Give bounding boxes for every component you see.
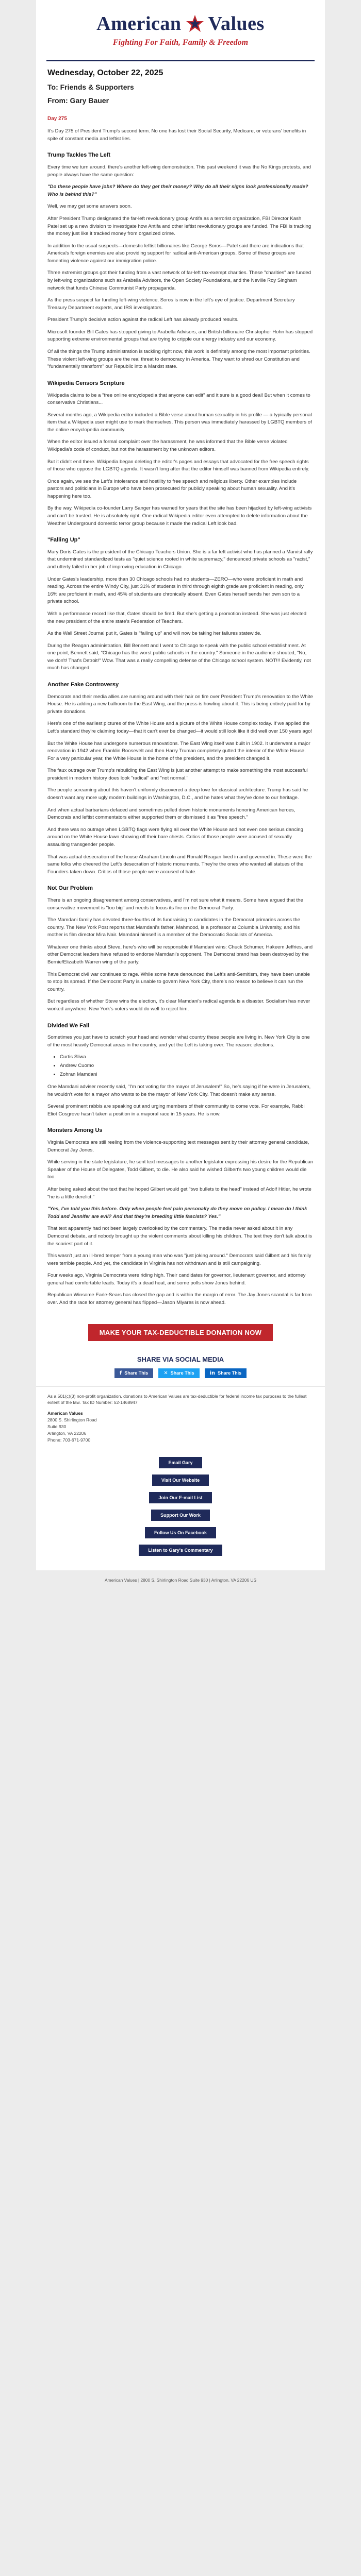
paragraph: The people screaming about this haven't uniformly discovered a deep love for classical architecture. Trump has said he doesn't want any more ugly modern buildings in Washington, D.C., and he hates what they've done to our heritage. xyxy=(47,787,308,801)
paragraph: And there was no outrage when LGBTQ flags were flying all over the White House and not even one serious dancing around on the White House lawn showing off their bare chests. Critics of those people were accused of sexually assaulting transgender people. xyxy=(47,826,303,848)
paragraph: The Mamdani family has devoted three-fourths of its fundraising to candidates in the Democrat primaries across the country. The New York Post reports that Mamdani's father, Mahmood, is a professor at Columbia University, and his mother is film director Mira Nair. Mamdani himself is a member of the Democratic Socialists of America. xyxy=(47,917,301,938)
social-title: SHARE VIA SOCIAL MEDIA xyxy=(137,1355,224,1363)
paragraph: But regardless of whether Steve wins the election, it's clear Mamdani's radical agenda is a disaster. Socialism has never worked anywhere. New York's voters would do well to reject him. xyxy=(47,998,310,1012)
share-label: Share This xyxy=(124,1370,149,1376)
paragraph: Several prominent rabbis are speaking out and urging members of their community to come vote. For example, Rabbi Eliot Cosgrove hasn't taken a position in a mayoral race in 15 years. He is now. xyxy=(47,1104,305,1117)
section-title-falling-up: "Falling Up" xyxy=(47,537,80,544)
paragraph: Whatever one thinks about Steve, here's who will be responsible if Mamdani wins: Chuck Schumer, Hakeem Jeffries, and other Democrat leaders have refused to endorse Mamdani's opponent. The Democrat brand has been destroyed by the Bernie/Elizabeth Warren wing of the party. xyxy=(47,944,313,965)
paragraph: After President Trump designated the far-left revolutionary group Antifa as a terrorist organization, FBI Director Kash Patel set up a new division to investigate how Antifa and other leftist revolutionary groups are funded. The FBI is tracking the money just like it tracked money from organized crime. xyxy=(47,215,311,237)
linkedin-icon: in xyxy=(209,1370,216,1376)
donate-section xyxy=(36,1317,325,1346)
paragraph: Wikipedia claims to be a "free online encyclopedia that anyone can edit" and it sure is a good deal! But when it comes to conservative Christians... xyxy=(47,392,310,406)
paragraph: Under Gates's leadership, more than 30 Chicago schools had no students—ZERO—who were proficient in math and reading. Across the entire Windy City, just 31% of students in third through eighth grade are proficient in reading, only 16% are proficient in math, and 45% of students are chronically absent. Even Gates herself sends her own son to a private school. xyxy=(47,576,304,605)
paragraph: When the editor issued a formal complaint over the harassment, he was informed that the Bible verse violated Wikipedia's code of conduct, but not the harassment by the unknown editors. xyxy=(47,439,288,452)
list-item: • Zohran Mamdani xyxy=(60,1071,314,1079)
support-button[interactable]: Support Our Work xyxy=(151,1510,210,1521)
candidate-list xyxy=(60,1054,314,1078)
section-title-monsters: Monsters Among Us xyxy=(47,1127,103,1134)
linkedin-share-button[interactable] xyxy=(205,1368,247,1378)
paragraph: The faux outrage over Trump's rebuilding the East Wing is just another attempt to make something the most successful president in modern history does look "radical" and "not normal." xyxy=(47,768,308,781)
day-label: Day 275 xyxy=(47,116,67,122)
section-title-wikipedia: Wikipedia Censors Scripture xyxy=(47,380,125,386)
logo-word-left: American xyxy=(96,13,182,35)
paragraph: This Democrat civil war continues to rage. While some have denounced the Left's anti-Semitism, they have been unable to stop its spread. If the Democrat Party is unable to govern New York City, there's no reason to believe it can run the country. xyxy=(47,971,310,992)
quote-paragraph: "Do these people have jobs? Where do they get their money? Why do all their signs look professionally made? Who is behind this?" xyxy=(47,184,308,197)
twitter-share-button[interactable] xyxy=(158,1368,199,1378)
address-line: Suite 930 xyxy=(47,1424,67,1430)
paragraph: Microsoft founder Bill Gates has stopped giving to Arabella Advisors, and British billionaire Christopher Hohn has stopped supporting extreme environmental groups that are trying to cripple our energy industry and our economy. xyxy=(47,329,313,343)
paragraph: After being asked about the text that he hoped Gilbert would get "two bullets to the head" instead of Adolf Hitler, he wrote "he is a little derelict." xyxy=(47,1187,311,1200)
email-list-button[interactable]: Join Our E-mail List xyxy=(149,1492,211,1503)
newsletter-header xyxy=(36,0,325,54)
share-label: Share This xyxy=(218,1370,242,1376)
paragraph: Democrats and their media allies are running around with their hair on fire over President Trump's renovation to the White House. He is adding a new ballroom to the East Wing, and the press is howling about it. This is being entirely paid for by private donations. xyxy=(47,693,313,715)
section-title-fake-controversy: Another Fake Controversy xyxy=(47,681,119,688)
phone-line: Phone: 703-671-9700 xyxy=(47,1437,91,1443)
section-title-not-our-problem: Not Our Problem xyxy=(47,885,93,892)
paragraph: In addition to the usual suspects—domestic leftist billionaires like George Soros—Patel said there are indications that America's foreign enemies are also providing support for radical anti-American groups. Some of these groups are fomenting violence against our immigration police. xyxy=(47,243,304,264)
memo-meta xyxy=(36,61,325,113)
bottom-address: American Values | 2800 S. Shirlington Road Suite 930 | Arlington, VA 22206 US xyxy=(104,1577,257,1583)
footer-info xyxy=(36,1386,325,1450)
paragraph: That was actual desecration of the house Abraham Lincoln and Ronald Reagan lived in and governed in. These were the same folks who cheered the Left's desecration of historic monuments. They're the ones who wanted all statues of the Founders taken down. Critics of those people were accused of hate. xyxy=(47,854,312,875)
paragraph: During the Reagan administration, Bill Bennett and I went to Chicago to speak with the public school establishment. At one point, Bennett said, "Chicago has the worst public schools in the country." Someone in the audience shouted, "No, we don't! That's Detroit!" Wow. That was a really compelling defense of the Chicago school system. NOT!!! Evidently, not much has changed. xyxy=(47,642,311,671)
paragraph: There is an ongoing disagreement among conservatives, and I'm not sure what it means. Some have argued that the conservative movement is "too big" and needs to focus its fire on the Democrat Party. xyxy=(47,897,303,911)
logo-word-right: Values xyxy=(208,13,265,35)
paragraph: Well, we may get some answers soon. xyxy=(47,204,132,210)
list-item: • Curtis Sliwa xyxy=(60,1054,314,1061)
date-heading: Wednesday, October 22, 2025 xyxy=(47,69,163,77)
paragraph: Virginia Democrats are still reeling from the violence-supporting text messages sent by their attorney general candidate, Democrat Jay Jones. xyxy=(47,1140,309,1153)
paragraph: By the way, Wikipedia co-founder Larry Sanger has warned for years that the site has been hijacked by left-wing activists and can't be trusted. He is absolutely right. One radical Wikipedia editor even attempted to delete information about the Weather Underground domestic terror group because it made the radical Left look bad. xyxy=(47,505,312,527)
paragraph: While serving in the state legislature, he sent text messages to another legislator expressing his desire for the Republican Speaker of the House of Delegates, Todd Gilbert, to die. He also said he wished Gilbert's two young children would die too. xyxy=(47,1159,314,1180)
paragraph: But it didn't end there. Wikipedia began deleting the editor's pages and essays that advocated for the free speech rights of those who oppose the LGBTQ agenda. It wasn't long after that the editor himself was banned from Wikipedia entirely. xyxy=(47,459,309,472)
paragraph: Four weeks ago, Virginia Democrats were riding high. Their candidates for governor, lieutenant governor, and attorney general had comfortable leads. Today it's a dead heat, and some polls show Jones behind. xyxy=(47,1273,306,1286)
paragraph: Mary Doris Gates is the president of the Chicago Teachers Union. She is a far left activist who has planned a Marxist rally that undermined standardized tests as "quiet science rooted in white supremacy," denounced private schools as "racist," and utterly failed in her job of improving education in Chicago. xyxy=(47,549,313,570)
paragraph: Once again, we see the Left's intolerance and hostility to free speech and religious liberty. Other examples include pastors and politicians in Europe who have been prosecuted for publicly speaking about human sexuality. And it's happening here too. xyxy=(47,478,297,499)
paragraph: One Mamdani adviser recently said, "I'm not voting for the mayor of Jerusalem!" So, he's saying if he were in Jerusalem, he wouldn't vote for a mayor who wants to be the mayor of New York City. That doesn't make any sense. xyxy=(47,1084,311,1097)
section-title-divided: Divided We Fall xyxy=(47,1022,90,1029)
paragraph: Republican Winsome Earle-Sears has closed the gap and is within the margin of error. The Jay Jones scandal is far from over. And the race for attorney general has flipped—Jason Miyares is now ahead. xyxy=(47,1292,312,1306)
footer-buttons xyxy=(36,1450,325,1570)
donate-button[interactable]: MAKE YOUR TAX-DEDUCTIBLE DONATION NOW xyxy=(88,1324,273,1341)
paragraph: Here's one of the earliest pictures of the White House and a picture of the White House complex today. If we applied the Left's standard they're claiming today—that it can't ever be changed—it would still look like it did well over 150 years ago! xyxy=(47,721,313,735)
paragraph: But the White House has undergone numerous renovations. The East Wing itself was built in 1902. It underwent a major renovation in 1942 when Franklin Roosevelt and then Harry Truman completely gutted the interior of the White House. For a very particular year, the White House is the home of the president, and the president changed it. xyxy=(47,740,310,761)
twitter-icon: ✕ xyxy=(163,1370,168,1376)
address-line: Arlington, VA 22206 xyxy=(47,1431,87,1436)
section-title-trump-left: Trump Tackles The Left xyxy=(47,152,111,159)
memo-body xyxy=(36,113,325,1317)
paragraph: Every time we turn around, there's another left-wing demonstration. This past weekend it was the No Kings protests, and people always have the same question: xyxy=(47,164,311,178)
facebook-share-button[interactable] xyxy=(114,1368,153,1378)
paragraph: Of all the things the Trump administration is tackling right now, this work is definitely among the most important priorities. These violent left-wing groups are the real threat to democracy in America. They want to shred our Constitution and "fundamentally transform" our Republic into a Marxist state. xyxy=(47,349,310,370)
newsletter-container xyxy=(36,0,325,1570)
website-button[interactable]: Visit Our Website xyxy=(152,1475,209,1486)
paragraph: Several months ago, a Wikipedia editor included a Bible verse about human sexuality in his profile — a typically personal item that a Wikipedia user might use to mark themselves. This person was immediately harassed by LGBTQ members of the online encyclopedia community. xyxy=(47,412,312,433)
org-name: American Values xyxy=(47,1411,83,1416)
paragraph: And when actual barbarians defaced and sometimes pulled down historic monuments honoring American heroes, Democrats and leftist commentators either supported them or dismissed it as "free speech." xyxy=(47,807,296,821)
logo[interactable] xyxy=(46,12,315,35)
tagline: Fighting For Faith, Family & Freedom xyxy=(112,38,249,47)
commentary-button[interactable]: Listen to Gary's Commentary xyxy=(139,1545,222,1556)
address-line: 2800 S. Shirlington Road xyxy=(47,1417,97,1423)
paragraph: With a performance record like that, Gates should be fired. But she's getting a promotion instead. She was just elected the new president of the entire state's Federation of Teachers. xyxy=(47,611,307,624)
quote-paragraph: "Yes, I've told you this before. Only when people feel pain personally do they move on policy. I mean do I think Todd and Jennifer are evil? And that they're breeding little fascists? Yes." xyxy=(47,1206,307,1219)
share-label: Share This xyxy=(170,1370,194,1376)
paragraph: Sometimes you just have to scratch your head and wonder what country these people are living in. New York City is one of the most heavily Democrat areas in the country, and yet the Left is taking over. The reason: elections. xyxy=(47,1035,310,1048)
paragraph: Three extremist groups got their funding from a vast network of far-left tax-exempt charities. These "charities" are funded by left-wing organizations such as Arabella Advisors, the Open Society Foundations, and the Neville Roy Singham network that funds Chinese Communist Party propaganda. xyxy=(47,270,311,291)
paragraph: This wasn't just an ill-bred temper from a young man who was "just joking around." Democrats said Gilbert and his family were terrible people. And yet, the candidate in Virginia has not withdrawn and is still campaigning. xyxy=(47,1253,311,1266)
paragraph: As the Wall Street Journal put it, Gates is "failing up" and will now be taking her failures statewide. xyxy=(47,631,261,637)
social-row xyxy=(36,1368,325,1386)
email-gary-button[interactable]: Email Gary xyxy=(159,1457,202,1468)
facebook-icon: f xyxy=(119,1370,122,1376)
intro-paragraph: It's Day 275 of President Trump's second term. No one has lost their Social Security, Medicare, or veterans' benefits in spite of constant media and leftist lies. xyxy=(47,128,306,142)
list-item: • Andrew Cuomo xyxy=(60,1062,314,1070)
paragraph: President Trump's decisive action against the radical Left has already produced results. xyxy=(47,317,239,323)
tax-notice: As a 501(c)(3) non-profit organization, donations to American Values are tax-deductible for federal income tax purposes to the fullest extent of the law. Tax ID Number: 52-1468947 xyxy=(47,1393,307,1405)
star-flag-icon xyxy=(185,13,205,34)
facebook-follow-button[interactable]: Follow Us On Facebook xyxy=(145,1527,216,1538)
to-line: To: Friends & Supporters xyxy=(47,83,134,91)
paragraph: That text apparently had not been largely overlooked by the commentary. The media never asked about it in any Democrat debate, and nobody brought up the violent comments about killing his children. The text they don't talk about is the scariest part of it. xyxy=(47,1226,313,1247)
from-line: From: Gary Bauer xyxy=(47,96,109,105)
paragraph: As the press suspect far funding left-wing violence, Soros is now in the left's eye of justice. Department Secretary Treasury Department experts, and IRS investigators. xyxy=(47,297,295,311)
